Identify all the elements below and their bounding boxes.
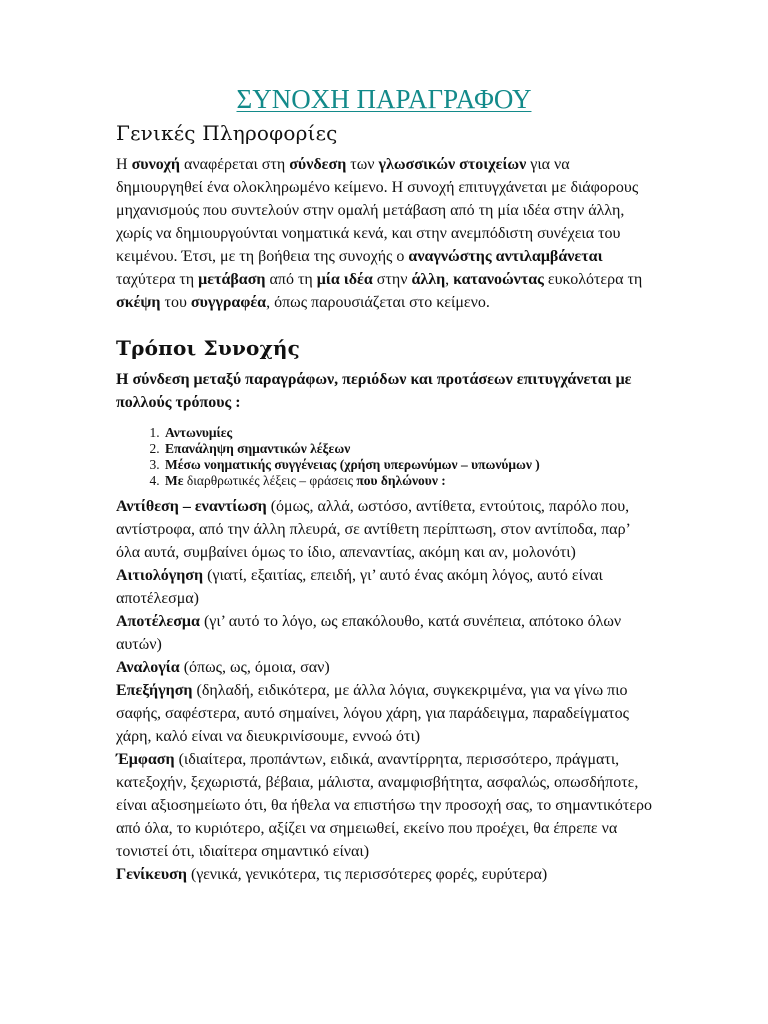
definition-text: (όπως, ως, όμοια, σαν): [179, 659, 330, 676]
definition-term: Αποτέλεσμα: [116, 613, 200, 630]
intro-run: από τη: [265, 271, 317, 288]
definition-term: Γενίκευση: [116, 866, 187, 883]
definition-entry: [116, 610, 656, 656]
intro-run: αναγνώστης αντιλαμβάνεται: [408, 248, 603, 265]
definition-entry: [116, 495, 656, 564]
intro-run: κατανοώντας: [453, 271, 544, 288]
list-item: [163, 441, 683, 457]
intro-run: μετάβαση: [198, 271, 266, 288]
heading-general-info: Γενικές Πληροφορίες: [116, 121, 338, 145]
intro-run: άλλη: [411, 271, 446, 288]
intro-run: για να δημιουργηθεί ένα ολοκληρωμένο κείμενο. Η συνοχή επιτυγχάνεται με διάφορους μηχανισμούς που συντελούν στην ομαλή μετάβαση από τη μία ιδέα στην άλλη, χωρίς να δημιουργούνται νοηματικά κενά, και στην ανεμπόδιστη συνέχεια του κειμένου. Έτσι, με τη βοήθεια της συνοχής ο: [116, 156, 639, 265]
definition-term: Επεξήγηση: [116, 682, 193, 699]
definition-entry: [116, 656, 656, 679]
intro-run: στην: [372, 271, 412, 288]
intro-paragraph: [116, 153, 656, 314]
list-item-run: Μέσω νοηματικής συγγένειας (χρήση υπερωνύμων – υπωνύμων ): [165, 457, 540, 472]
list-item-run: διαρθρωτικές λέξεις – φράσεις: [183, 473, 357, 488]
definition-text: (ιδιαίτερα, προπάντων, ειδικά, αναντίρρητα, περισσότερο, πράγματι, κατεξοχήν, ξεχωριστά, βέβαια, μάλιστα, αναμφισβήτητα, ασφαλώς, οπωσδήποτε, είναι αξιοσημείωτο ότι, θα ήθελα να επιστήσω την προσοχή σας, το σημαντικότερο από όλα, το κυριότερο, αξίζει να σημειωθεί, εκείνο που προέχει, θα έπρεπε να τονιστεί ότι, ιδιαίτερα σημαντικό είναι): [116, 751, 653, 860]
intro-run: , όπως παρουσιάζεται στο κείμενο.: [266, 294, 490, 311]
intro-run: ,: [445, 271, 454, 288]
definition-term: Έμφαση: [116, 751, 175, 768]
intro-run: Η: [116, 156, 132, 173]
intro-run: γλωσσικών στοιχείων: [378, 156, 527, 173]
list-item: [163, 473, 683, 489]
intro-run: ευκολότερα τη: [543, 271, 643, 288]
intro-run: των: [346, 156, 379, 173]
intro-run: αναφέρεται στη: [180, 156, 290, 173]
cohesion-methods-list: [137, 425, 683, 489]
intro-run: μία ιδέα: [316, 271, 373, 288]
list-item-run: Αντωνυμίες: [165, 425, 233, 440]
definition-text: (γι’ αυτό το λόγο, ως επακόλουθο, κατά συνέπεια, απότοκο όλων αυτών): [116, 613, 622, 653]
definition-text: (δηλαδή, ειδικότερα, με άλλα λόγια, συγκεκριμένα, για να γίνω πιο σαφής, σαφέστερα, αυτό σημαίνει, λόγου χάρη, για παράδειγμα, παραδείγματος χάρη, καλό είναι να διευκρινίσουμε, εννοώ ότι): [116, 682, 629, 745]
intro-run: σκέψη: [116, 294, 161, 311]
definition-entry: [116, 748, 656, 863]
definition-text: (γιατί, εξαιτίας, επειδή, γι’ αυτό ένας ακόμη λόγος, αυτό είναι αποτέλεσμα): [116, 567, 603, 607]
list-item-run: Επανάληψη σημαντικών λέξεων: [165, 441, 351, 456]
list-item-run: Με: [165, 473, 184, 488]
definition-text: (όμως, αλλά, ωστόσο, αντίθετα, εντούτοις, παρόλο που, αντίστροφα, από την άλλη πλευρά, σε αντίθετη περίπτωση, στον αντίποδα, παρ’ όλα αυτά, συμβαίνει όμως το ίδιο, απεναντίας, ακόμη και αν, μολονότι): [116, 498, 630, 561]
heading-cohesion-modes: Τρόποι Συνοχής: [116, 336, 301, 360]
definition-term: Αναλογία: [116, 659, 180, 676]
definition-term: Αντίθεση – εναντίωση: [116, 498, 267, 515]
list-item: [163, 425, 683, 441]
definition-entry: [116, 564, 656, 610]
list-item: [163, 457, 683, 473]
definition-entry: [116, 679, 656, 748]
definition-term: Αιτιολόγηση: [116, 567, 204, 584]
document-title: ΣΥΝΟΧΗ ΠΑΡΑΓΡΑΦΟΥ: [236, 84, 532, 114]
intro-run: σύνδεση: [289, 156, 347, 173]
list-item-run: που δηλώνουν :: [356, 473, 446, 488]
definition-entry: [116, 863, 656, 886]
lead-paragraph: Η σύνδεση μεταξύ παραγράφων, περιόδων και προτάσεων επιτυγχάνεται με πολλούς τρόπους :: [116, 371, 632, 411]
intro-run: ταχύτερα τη: [116, 271, 199, 288]
intro-run: συνοχή: [131, 156, 180, 173]
definition-text: (γενικά, γενικότερα, τις περισσότερες φορές, ευρύτερα): [186, 866, 548, 883]
intro-run: του: [160, 294, 191, 311]
intro-run: συγγραφέα: [190, 294, 267, 311]
connectors-definitions: [116, 495, 656, 886]
